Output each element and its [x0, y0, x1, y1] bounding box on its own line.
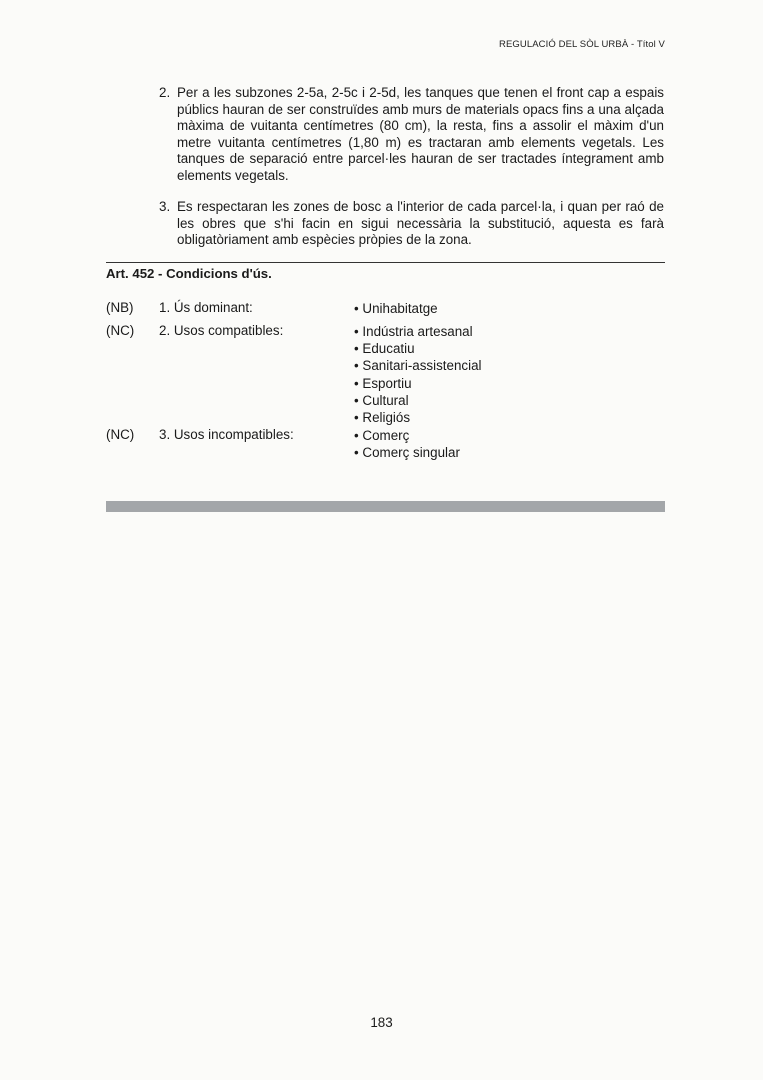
use-list-dominant: [354, 300, 438, 317]
paragraph-number: 3.: [159, 199, 171, 214]
article-title: Art. 452 - Condicions d'ús.: [106, 266, 272, 281]
list-item: • Educatiu: [354, 340, 482, 357]
list-item: • Cultural: [354, 392, 482, 409]
list-item: • Religiós: [354, 409, 482, 426]
use-label: 2. Usos compatibles:: [159, 323, 284, 338]
use-label: 1. Ús dominant:: [159, 300, 253, 315]
paragraph-3: [159, 199, 664, 249]
use-list-compatible: [354, 323, 482, 426]
list-item: • Comerç: [354, 427, 460, 444]
section-divider: [106, 262, 665, 263]
use-label: 3. Usos incompatibles:: [159, 427, 294, 442]
paragraph-text: Es respectaran les zones de bosc a l'interior de cada parcel·la, i quan per raó de les obres que s'hi facin en sigui necessària la substitució, aquesta es farà obligatòriament amb espècies pròpies de la zona.: [177, 199, 664, 248]
list-item: • Comerç singular: [354, 444, 460, 461]
list-item: • Sanitari-assistencial: [354, 357, 482, 374]
paragraph-2: [159, 85, 664, 185]
paragraph-number: 2.: [159, 85, 171, 100]
paragraph-text: Per a les subzones 2-5a, 2-5c i 2-5d, les tanques que tenen el front cap a espais públics hauran de ser construïdes amb murs de materials opacs fins a una alçada màxima de vuitanta centímetres (80 cm), la resta, fins a assolir el màxim d'un metre vuitanta centímetres (1,80 m) es tractaran amb elements vegetals. Les tanques de separació entre parcel·les hauran de ser tractades íntegrament amb elements vegetals.: [177, 85, 664, 183]
list-item: • Indústria artesanal: [354, 323, 482, 340]
section-end-band: [106, 501, 665, 512]
page-number: 183: [370, 1015, 393, 1030]
use-code: (NC): [106, 427, 135, 442]
running-header: REGULACIÓ DEL SÒL URBÀ - Títol V: [499, 39, 665, 50]
use-code: (NB): [106, 300, 134, 315]
use-code: (NC): [106, 323, 135, 338]
list-item: • Esportiu: [354, 375, 482, 392]
use-list-incompatible: [354, 427, 460, 461]
list-item: • Unihabitatge: [354, 300, 438, 317]
